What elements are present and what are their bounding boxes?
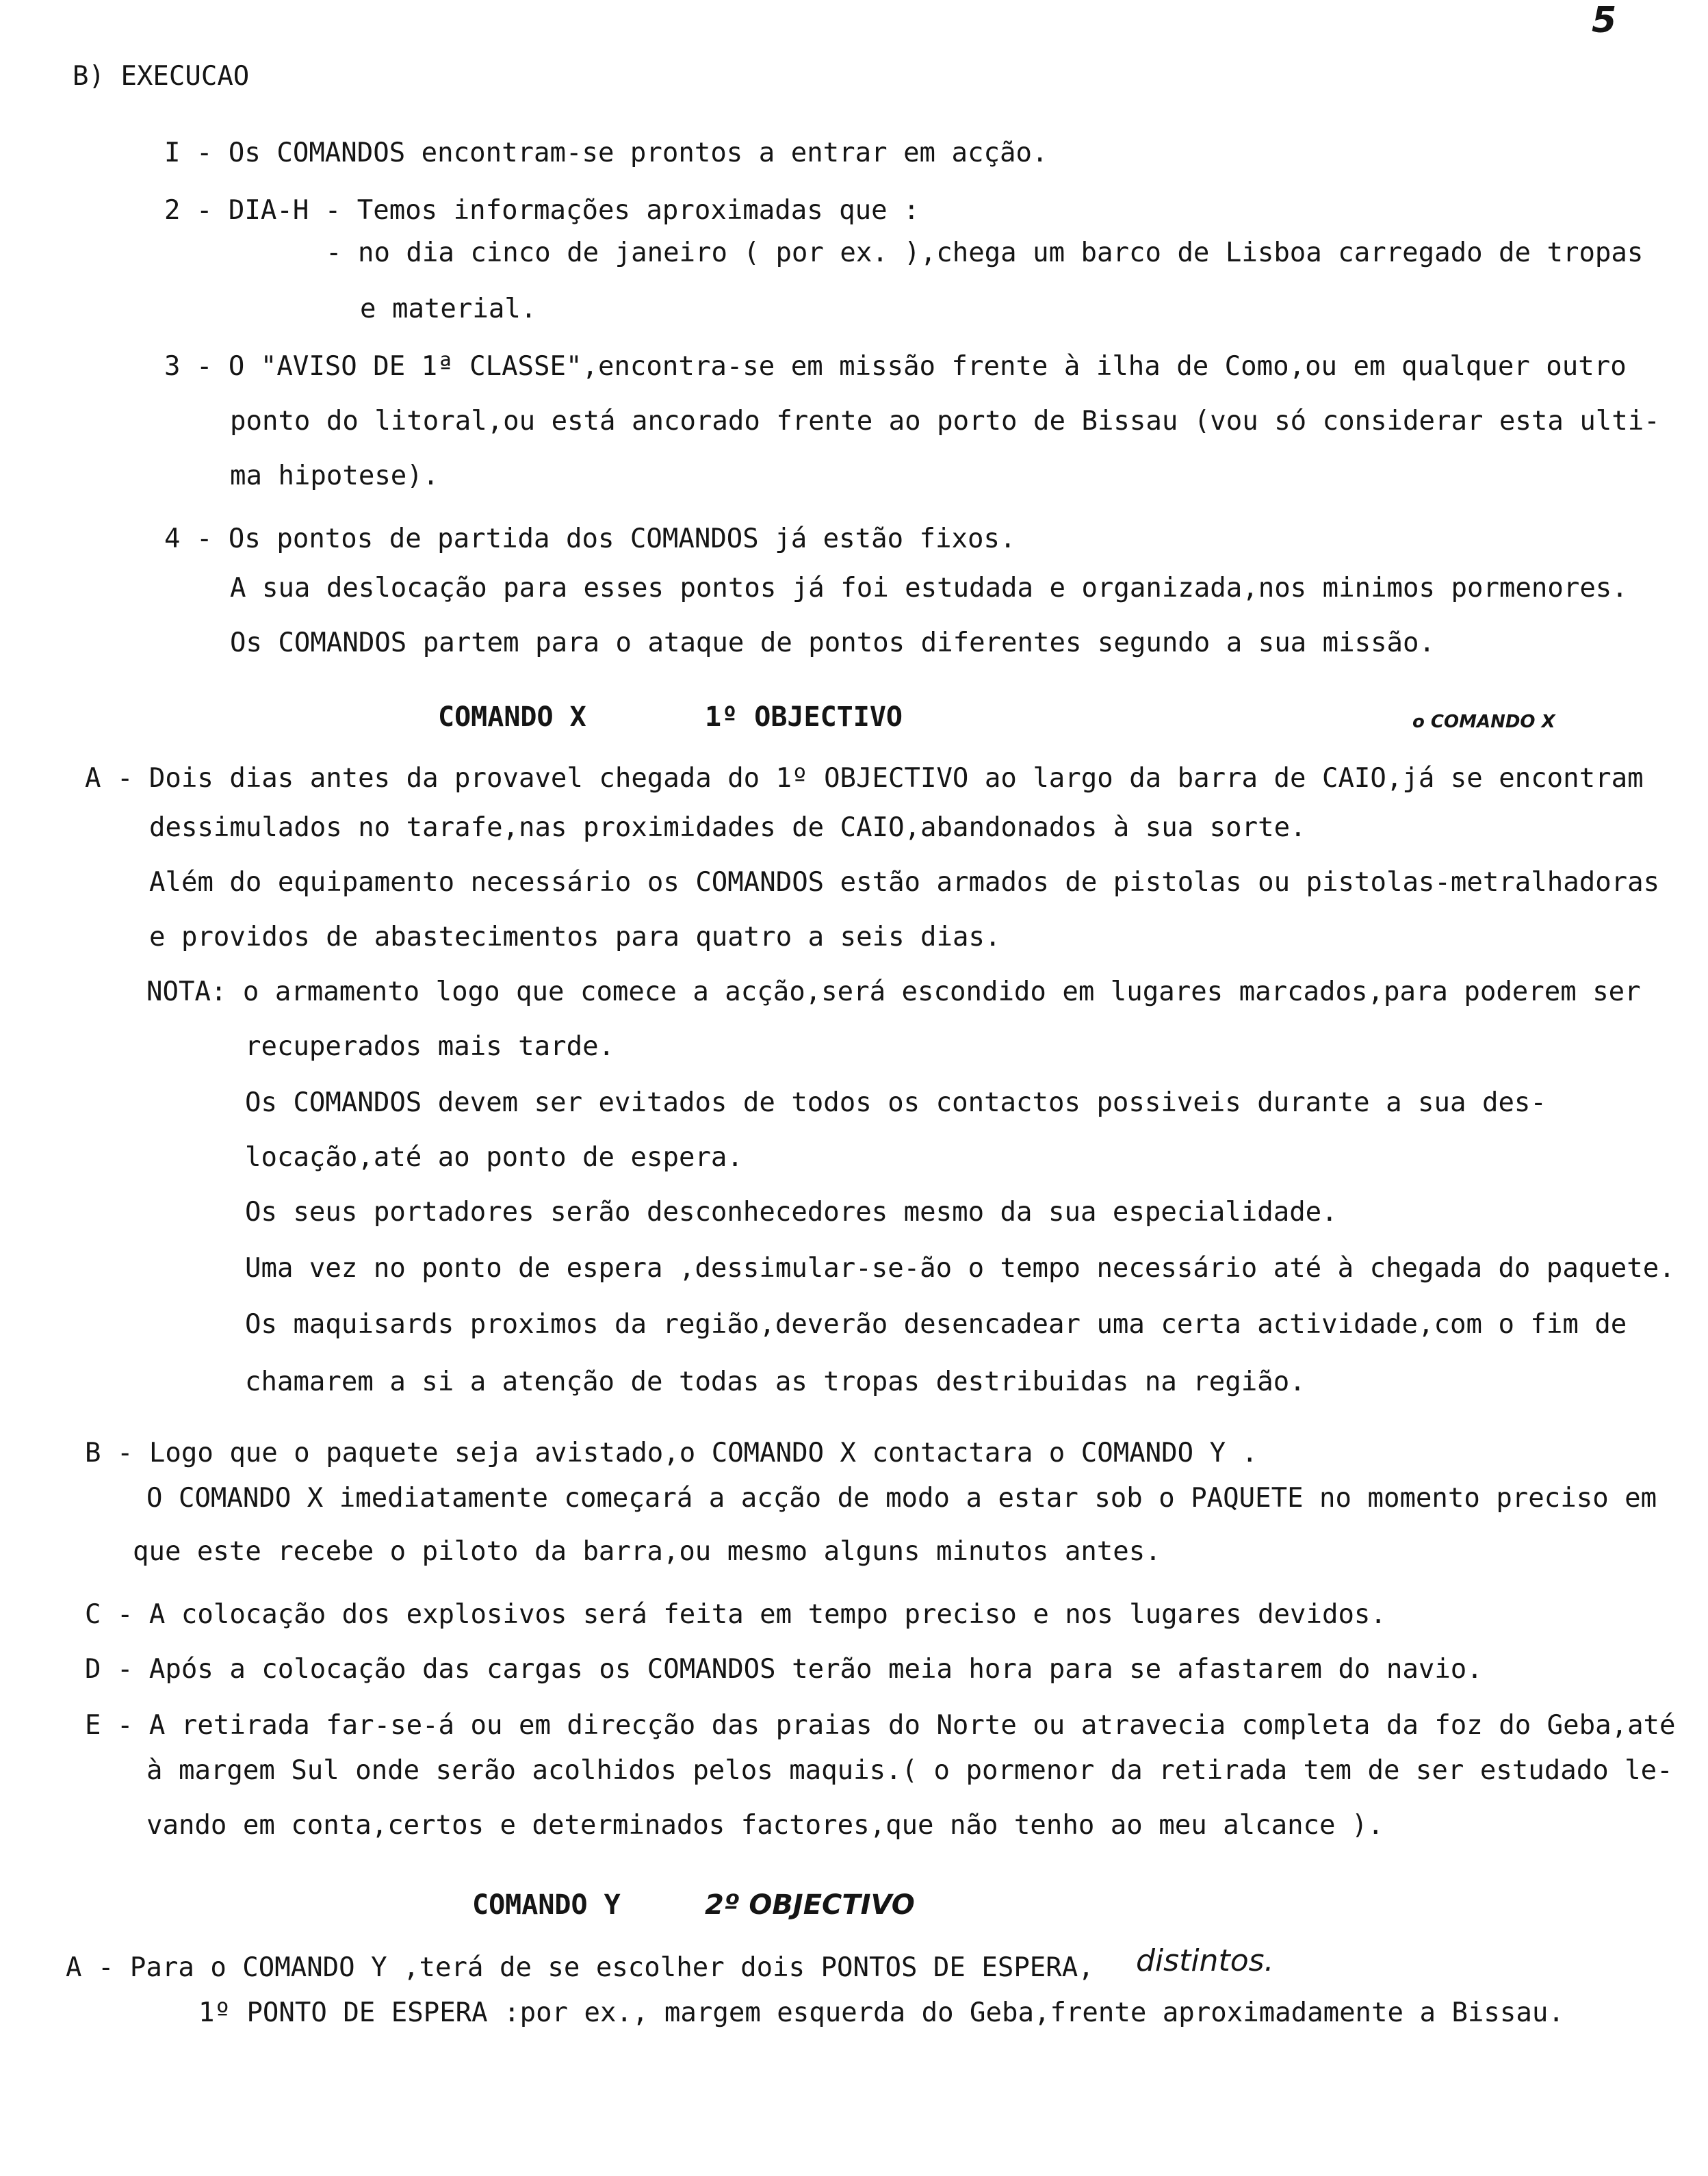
text-line: Os COMANDOS devem ser evitados de todos os contactos possiveis durante a sua des-	[245, 1087, 1547, 1118]
handwritten-distintos: distintos.	[1136, 1943, 1274, 1978]
text-line: A sua deslocação para esses pontos já foi estudada e organizada,nos minimos pormenores.	[230, 573, 1628, 604]
text-line: O COMANDO X imediatamente começará a acção de modo a estar sob o PAQUETE no momento preciso em	[146, 1483, 1657, 1514]
text-line: D - Após a colocação das cargas os COMANDOS terão meia hora para se afastarem do navio.	[85, 1654, 1483, 1685]
comando-x-heading: COMANDO X	[438, 701, 586, 733]
text-line: Os seus portadores serão desconhecedores mesmo da sua especialidade.	[245, 1197, 1338, 1228]
text-line: locação,até ao ponto de espera.	[245, 1142, 743, 1173]
text-line: e material.	[360, 294, 537, 324]
text-line: 1º PONTO DE ESPERA :por ex., margem esquerda do Geba,frente aproximadamente a Bissau.	[198, 1997, 1564, 2028]
text-line: ma hipotese).	[230, 461, 439, 491]
text-line: à margem Sul onde serão acolhidos pelos maquis.( o pormenor da retirada tem de ser estudado le-	[146, 1755, 1673, 1786]
text-line: NOTA: o armamento logo que comece a acção,será escondido em lugares marcados,para poderem ser	[146, 976, 1641, 1007]
text-line: I - Os COMANDOS encontram-se prontos a entrar em acção.	[164, 138, 1048, 168]
text-line: ponto do litoral,ou está ancorado frente ao porto de Bissau (vou só considerar esta ulti-	[230, 406, 1660, 437]
text-line: dessimulados no tarafe,nas proximidades de CAIO,abandonados à sua sorte.	[149, 812, 1306, 843]
text-line: vando em conta,certos e determinados factores,que não tenho ao meu alcance ).	[146, 1810, 1384, 1841]
text-line: que este recebe o piloto da barra,ou mesmo alguns minutos antes.	[133, 1536, 1161, 1567]
text-line: E - A retirada far-se-á ou em direcção das praias do Norte ou atravecia completa da foz do Geba,até	[85, 1710, 1676, 1741]
objective-1-heading: 1º OBJECTIVO	[705, 701, 903, 733]
text-line: Além do equipamento necessário os COMANDOS estão armados de pistolas ou pistolas-metralhadoras	[149, 867, 1660, 898]
text-line: recuperados mais tarde.	[245, 1031, 615, 1062]
text-line: e providos de abastecimentos para quatro a seis dias.	[149, 922, 1001, 953]
text-line: 2 - DIA-H - Temos informações aproximadas que :	[164, 195, 920, 226]
text-line: 4 - Os pontos de partida dos COMANDOS já estão fixos.	[164, 523, 1016, 554]
objective-2-heading: 2º OBJECTIVO	[705, 1889, 915, 1921]
text-line: B - Logo que o paquete seja avistado,o COMANDO X contactara o COMANDO Y .	[85, 1438, 1258, 1468]
text-line: A - Dois dias antes da provavel chegada do 1º OBJECTIVO ao largo da barra de CAIO,já se encontram	[85, 763, 1644, 794]
text-line: Os maquisards proximos da região,deverão desencadear uma certa actividade,com o fim de	[245, 1309, 1627, 1340]
text-line: A - Para o COMANDO Y ,terá de se escolher dois PONTOS DE ESPERA,	[66, 1952, 1094, 1983]
text-line: - no dia cinco de janeiro ( por ex. ),chega um barco de Lisboa carregado de tropas	[326, 237, 1644, 268]
text-line: Uma vez no ponto de espera ,dessimular-se-ão o tempo necessário até à chegada do paquete.	[245, 1253, 1675, 1284]
text-line: 3 - O "AVISO DE 1ª CLASSE",encontra-se em missão frente à ilha de Como,ou em qualquer outro	[164, 351, 1627, 382]
text-line: Os COMANDOS partem para o ataque de pontos diferentes segundo a sua missão.	[230, 627, 1435, 658]
text-line: C - A colocação dos explosivos será feita em tempo preciso e nos lugares devidos.	[85, 1599, 1386, 1630]
page-number: 5	[1592, 0, 1617, 41]
comando-y-heading: COMANDO Y	[472, 1889, 621, 1921]
margin-note-comando-x: o COMANDO X	[1412, 712, 1555, 732]
text-line: chamarem a si a atenção de todas as tropas destribuidas na região.	[245, 1367, 1306, 1397]
section-header: B) EXECUCAO	[73, 61, 250, 92]
